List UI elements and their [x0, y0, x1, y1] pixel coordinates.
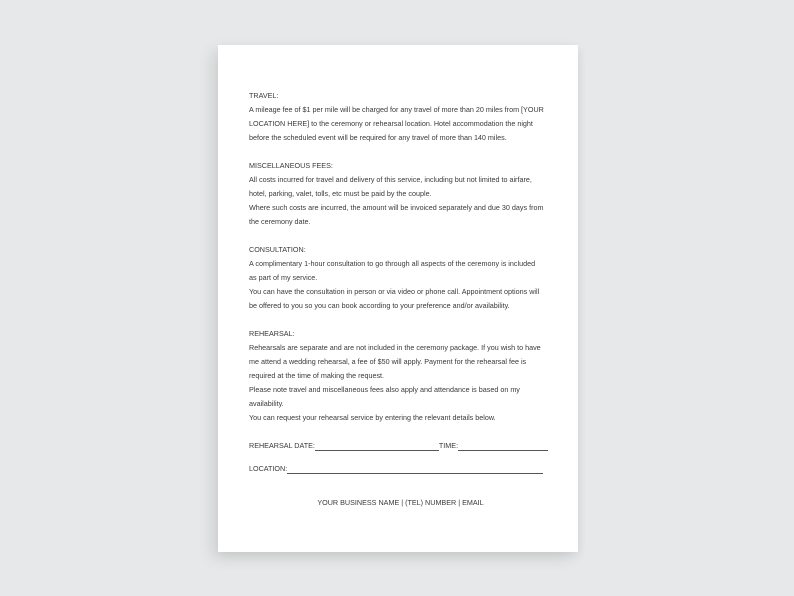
section-rehearsal — [249, 327, 554, 425]
rehearsal-date-row — [249, 439, 554, 453]
document-page — [218, 45, 578, 552]
paragraph-line: before the scheduled event will be required for any travel of more than 140 miles. — [249, 133, 507, 142]
paragraph-line: availability. — [249, 399, 284, 408]
paragraph-line: You can request your rehearsal service by entering the relevant details below. — [249, 413, 496, 422]
paragraph-line: me attend a wedding rehearsal, a fee of $50 will apply. Payment for the rehearsal fee is — [249, 357, 527, 366]
section-heading: MISCELLANEOUS FEES: — [249, 161, 333, 170]
time-label: TIME: — [438, 441, 459, 450]
section-heading: TRAVEL: — [249, 91, 279, 100]
paragraph-line: be offered to you so you can book according to your preference and/or availability. — [249, 301, 510, 310]
paragraph-line: A mileage fee of $1 per mile will be charged for any travel of more than 20 miles from [YOUR — [249, 105, 544, 114]
section-miscellaneous-fees — [249, 159, 554, 229]
rehearsal-date-field[interactable] — [315, 441, 439, 451]
section-heading: REHEARSAL: — [249, 329, 295, 338]
paragraph-line: A complimentary 1-hour consultation to go through all aspects of the ceremony is included — [249, 259, 536, 268]
paragraph-line: LOCATION HERE] to the ceremony or rehearsal location. Hotel accommodation the night — [249, 119, 533, 128]
location-row — [249, 462, 554, 476]
paragraph-line: Where such costs are incurred, the amount will be invoiced separately and due 30 days from — [249, 203, 544, 212]
rehearsal-date-label: REHEARSAL DATE: — [249, 441, 315, 450]
section-heading: CONSULTATION: — [249, 245, 306, 254]
section-travel — [249, 89, 554, 145]
paragraph-line: Please note travel and miscellaneous fees also apply and attendance is based on my — [249, 385, 520, 394]
location-field[interactable] — [287, 464, 543, 474]
location-label: LOCATION: — [249, 464, 288, 473]
paragraph-line: required at the time of making the request. — [249, 371, 385, 380]
footer-contact: YOUR BUSINESS NAME | (TEL) NUMBER | EMAIL — [317, 498, 484, 507]
paragraph-line: as part of my service. — [249, 273, 318, 282]
paragraph-line: All costs incurred for travel and delivery of this service, including but not limited to airfare, — [249, 175, 532, 184]
time-field[interactable] — [458, 441, 548, 451]
paragraph-line: the ceremony date. — [249, 217, 311, 226]
paragraph-line: Rehearsals are separate and are not included in the ceremony package. If you wish to have — [249, 343, 541, 352]
paragraph-line: hotel, parking, valet, tolls, etc must be paid by the couple. — [249, 189, 432, 198]
section-consultation — [249, 243, 554, 313]
document-content — [249, 89, 554, 476]
paragraph-line: You can have the consultation in person or via video or phone call. Appointment options will — [249, 287, 540, 296]
